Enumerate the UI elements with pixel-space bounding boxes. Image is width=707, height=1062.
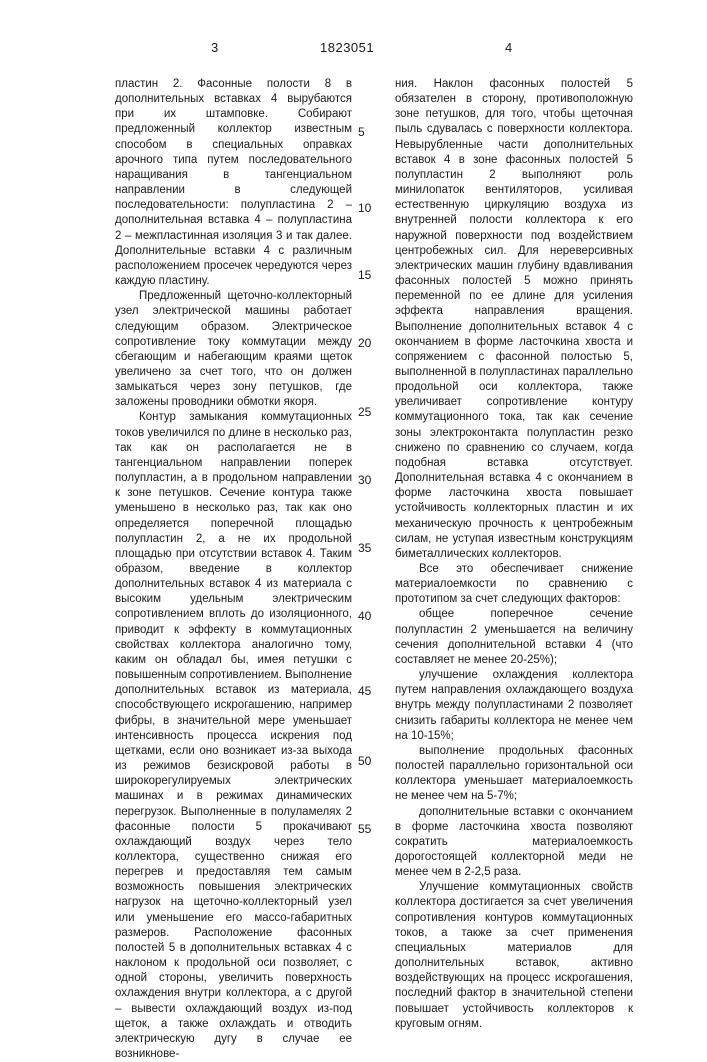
- line-number: 35: [358, 541, 371, 555]
- line-number: 55: [358, 822, 371, 836]
- paragraph: выполнение продольных фасонных полостей параллельно горизонтальной оси коллектора уменьшает материалоемкость не менее чем на 5-7%;: [395, 744, 633, 805]
- paragraph: дополнительные вставки с окончанием в форме ласточкина хвоста позволяют сократить материалоемкость дорогостоящей коллекторной меди не менее чем в 2-2,5 раза.: [395, 805, 633, 881]
- paragraph: пластин 2. Фасонные полости 8 в дополнительных вставках 4 вырубаются при их штамповке. Собирают предложенный коллектор известным способом в специальных оправках арочного типа путем последовательного наращивания в тангенциальном направлении в следующей последовательности: полупластина 2 – дополнительная вставка 4 – полупластина 2 – межпластинная изоляция 3 и так далее. Дополнительные вставки 4 с различным расположением просечек чередуются через каждую пластину.: [115, 77, 352, 289]
- patent-number: 1823051: [320, 40, 374, 55]
- paragraph: ния. Наклон фасонных полостей 5 обязателен в сторону, противоположную зоне петушков, для того, чтобы щеточная пыль сдувалась с поверхности коллектора. Невырубленные части дополнительных вставок 4 в зоне фасонных полостей 5 полупластин 2 выполняют роль минилопаток вентиляторов, усиливая естественную циркуляцию воздуха из внутренней полости коллектора к его наружной поверхности под воздействием центробежных сил. Для нереверсивных электрических машин глубину вдавливания фасонных полостей 5 можно принять переменной по ее длине для усиления эффекта направления вращения. Выполнение дополнительных вставок 4 с окончанием в форме ласточкина хвоста и сопряжением с фасонной полостью 5, выполненной в полупластинах параллельно продольной оси коллектора, также увеличивает сопротивление контуру коммутационного тока, так как сечение зоны электроконтакта полупластин резко снижено по сравнению со случаем, когда подобная вставка отсутствует. Дополнительная вставка 4 с окончанием в форме ласточкина хвоста повышает устойчивость коллекторных пластин и их механическую прочность к центробежным силам, не уступая известным конструкциям биметаллических коллекторов.: [395, 77, 633, 562]
- line-number: 20: [358, 336, 371, 350]
- line-number: 25: [358, 405, 371, 419]
- paragraph: Все это обеспечивает снижение материалоемкости по сравнению с прототипом за счет следующих факторов:: [395, 562, 633, 607]
- page-number-right: 4: [505, 40, 513, 55]
- paragraph: Контур замыкания коммутационных токов увеличился по длине в несколько раз, так как он располагается не в тангенциальном направлении поперек полупластин, а в продольном направлении к зоне петушков. Сечение контура также уменьшено в несколько раз, так как оно определяется поперечной площадью полупластин 2, а не их продольной площадью при отсутствии вставок 4. Таким образом, введение в коллектор дополнительных вставок 4 из материала с высоким удельным электрическим сопротивлением вплоть до изоляционного, приводит к эффекту в коммутационных свойствах коллектора аналогично тому, каким он обладал бы, имея петушки с повышенным сопротивлением. Выполнение дополнительных вставок из материала, способствующего искрогашению, например фибры, в значительной мере уменьшает интенсивность процесса искрения под щетками, если оно возникает из-за выхода из режимов безискровой работы в широкорегулируемых электрических машинах и в режимах динамических перегрузок. Выполненные в полуламелях 2 фасонные полости 5 прокачивают охлаждающий воздух через тело коллектора, существенно снижая его перегрев и предоставляя тем самым возможность повышения электрических нагрузок на щеточно-коллекторный узел или уменьшение его массо-габаритных размеров. Расположение фасонных полостей 5 в дополнительных вставках 4 с наклоном к продольной оси позволяет, с одной стороны, увеличить поверхность охлаждения внутри коллектора, а с другой – вывести охлаждающий воздух из-под щеток, а также охлаждать и отводить электрическую дугу в случае ее возникнове-: [115, 410, 352, 1062]
- line-number: 10: [358, 201, 371, 215]
- paragraph: улучшение охлаждения коллектора путем направления охлаждающего воздуха внутрь между полупластинами 2 позволяет снизить габариты коллектора не менее чем на 10-15%;: [395, 668, 633, 744]
- line-number: 50: [358, 754, 371, 768]
- line-number: 15: [358, 268, 371, 282]
- line-number: 30: [358, 473, 371, 487]
- paragraph: Улучшение коммутационных свойств коллектора достигается за счет увеличения сопротивления контуров коммутационных токов, а также за счет применения специальных материалов для дополнительных вставок, активно воздействующих на процесс искрогашения, последний фактор в значительной степени повышает устойчивость коллекторов к круговым огням.: [395, 880, 633, 1032]
- patent-page: [0, 0, 707, 1000]
- paragraph: Предложенный щеточно-коллекторный узел электрической машины работает следующим образом. Электрическое сопротивление току коммутации между сбегающим и набегающим краями щеток увеличено за счет того, что он должен замыкаться через зону петушков, где заложены проводники обмотки якоря.: [115, 289, 352, 410]
- paragraph: общее поперечное сечение полупластин 2 уменьшается на величину сечения дополнительной вставки 4 (что составляет не менее 20-25%);: [395, 607, 633, 668]
- right-text-column: [395, 77, 633, 1032]
- line-number: 40: [358, 609, 371, 623]
- page-number-left: 3: [211, 40, 219, 55]
- line-number: 5: [358, 125, 365, 139]
- line-number: 45: [358, 684, 371, 698]
- left-text-column: [115, 77, 352, 1062]
